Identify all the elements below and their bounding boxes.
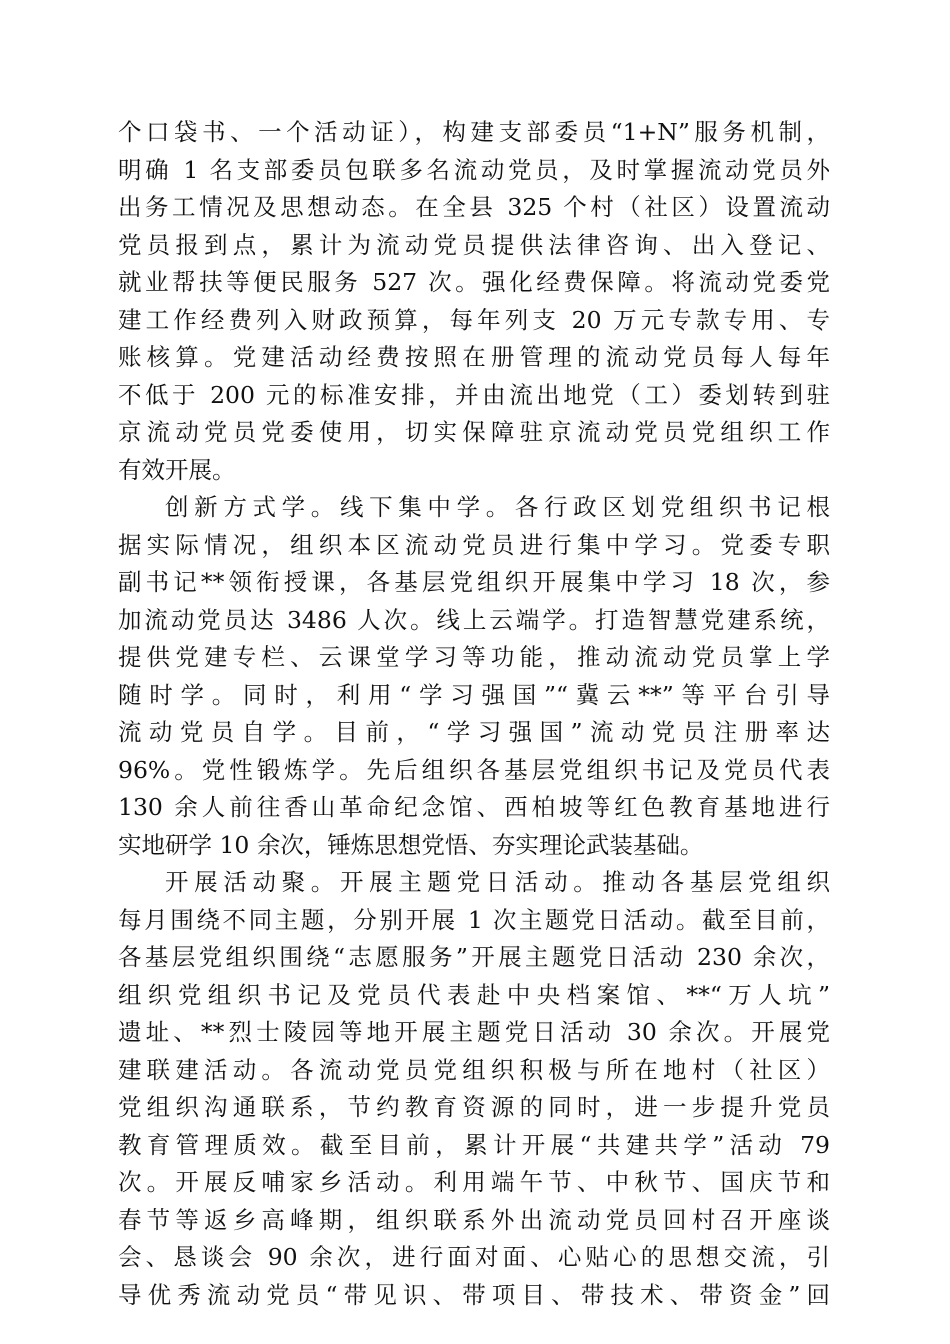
text-line: 随时学。同时，利用“学习强国”“冀云**”等平台引导 [118, 680, 830, 709]
text-line: 实地研学 10 余次，锤炼思想党悟、夯实理论武装基础。 [118, 830, 704, 859]
text-line: 开展活动聚。开展主题党日活动。推动各基层党组织 [165, 868, 830, 896]
paragraph-2 [118, 489, 830, 864]
text-line: 据实际情况，组织本区流动党员进行集中学习。党委专职 [118, 530, 830, 559]
text-line: 党组织沟通联系，节约教育资源的同时，进一步提升党员 [118, 1093, 830, 1121]
text-line: 导优秀流动党员“带见识、带项目、带技术、带资金”回 [118, 1280, 830, 1309]
text-line: 创新方式学。线下集中学。各行政区划党组织书记根 [165, 493, 830, 521]
document-body [118, 114, 830, 1314]
text-line: 提供党建专栏、云课堂学习等功能，推动流动党员掌上学 [118, 643, 830, 671]
text-line: 不低于 200 元的标准安排，并由流出地党（工）委划转到驻 [118, 380, 830, 409]
text-line: 会、恳谈会 90 余次，进行面对面、心贴心的思想交流，引 [118, 1243, 830, 1271]
text-line: 建联建活动。各流动党员党组织积极与所在地村（社区） [118, 1055, 830, 1084]
text-line: 96%。党性锻炼学。先后组织各基层党组织书记及党员代表 [118, 755, 830, 784]
text-line: 就业帮扶等便民服务 527 次。强化经费保障。将流动党委党 [118, 268, 830, 296]
text-line: 有效开展。 [118, 455, 236, 484]
text-line: 个口袋书、一个活动证），构建支部委员“1+N”服务机制， [118, 118, 830, 146]
text-line: 流动党员自学。目前，“学习强国”流动党员注册率达 [118, 718, 830, 746]
text-line: 出务工情况及思想动态。在全县 325 个村（社区）设置流动 [118, 193, 830, 221]
text-line: 遗址、**烈士陵园等地开展主题党日活动 30 余次。开展党 [118, 1018, 830, 1046]
text-line: 春节等返乡高峰期，组织联系外出流动党员回村召开座谈 [118, 1205, 830, 1234]
text-line: 京流动党员党委使用，切实保障驻京流动党员党组织工作 [118, 418, 830, 446]
text-line: 次。开展反哺家乡活动。利用端午节、中秋节、国庆节和 [118, 1168, 830, 1196]
text-line: 明确 1 名支部委员包联多名流动党员，及时掌握流动党员外 [118, 155, 830, 184]
text-line: 教育管理质效。截至目前，累计开展“共建共学”活动 79 [118, 1130, 830, 1159]
text-line: 每月围绕不同主题，分别开展 1 次主题党日活动。截至目前， [118, 905, 830, 934]
paragraph-3 [118, 864, 830, 1314]
text-line: 党员报到点，累计为流动党员提供法律咨询、出入登记、 [118, 230, 830, 259]
paragraph-1 [118, 114, 830, 489]
text-line: 加流动党员达 3486 人次。线上云端学。打造智慧党建系统， [118, 605, 830, 634]
text-line: 130 余人前往香山革命纪念馆、西柏坡等红色教育基地进行 [118, 793, 830, 821]
text-line: 副书记**领衔授课，各基层党组织开展集中学习 18 次，参 [118, 568, 830, 596]
text-line: 建工作经费列入财政预算，每年列支 20 万元专款专用、专 [118, 305, 830, 334]
text-line: 账核算。党建活动经费按照在册管理的流动党员每人每年 [118, 343, 830, 371]
text-line: 各基层党组织围绕“志愿服务”开展主题党日活动 230 余次， [118, 943, 830, 971]
text-line: 组织党组织书记及党员代表赴中央档案馆、**“万人坑” [118, 980, 830, 1009]
